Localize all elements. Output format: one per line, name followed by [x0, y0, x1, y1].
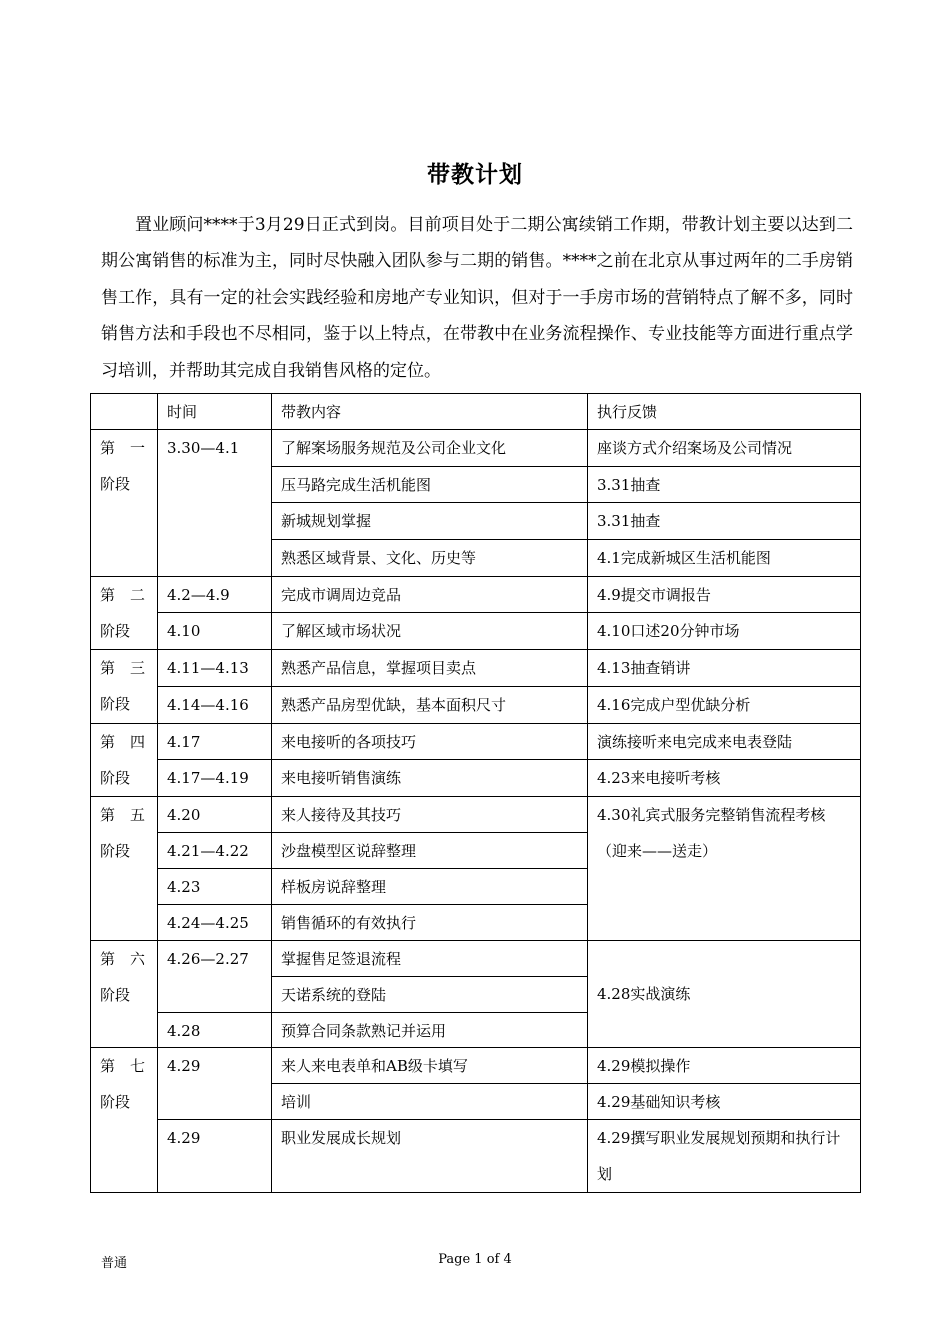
content-cell: 新城规划掌握 [272, 503, 588, 540]
content-cell: 沙盘模型区说辞整理 [272, 833, 588, 869]
header-content: 带教内容 [272, 394, 588, 430]
time-cell: 4.28 [158, 1013, 272, 1048]
content-cell: 来人来电表单和AB级卡填写 [272, 1048, 588, 1084]
feedback-cell: 4.28实战演练 [588, 941, 861, 1048]
intro-paragraph: 置业顾问****于3月29日正式到岗。目前项目处于二期公寓续销工作期，带教计划主要以达到二期公寓销售的标准为主，同时尽快融入团队参与二期的销售。****之前在北京从事过两年的二手房销售工作，具有一定的社会实践经验和房地产专业知识，但对于一手房市场的营销特点了解不多，同时销售方法和手段也不尽相同，鉴于以上特点，在带教中在业务流程操作、专业技能等方面进行重点学习培训，并帮助其完成自我销售风格的定位。 [101, 215, 853, 381]
content-cell: 了解案场服务规范及公司企业文化 [272, 430, 588, 467]
header-feedback: 执行反馈 [588, 394, 861, 430]
stage-label: 第 一阶段 [91, 430, 158, 577]
table-row [91, 760, 861, 797]
feedback-cell: 4.16完成户型优缺分析 [588, 687, 861, 724]
time-cell: 4.23 [158, 869, 272, 905]
header-time: 时间 [158, 394, 272, 430]
content-cell: 熟悉区域背景、文化、历史等 [272, 540, 588, 577]
time-cell: 4.17 [158, 724, 272, 760]
time-cell: 4.17—4.19 [158, 760, 272, 797]
time-cell: 4.26—2.27 [158, 941, 272, 1013]
time-cell: 4.24—4.25 [158, 905, 272, 941]
content-cell: 掌握售足签退流程 [272, 941, 588, 977]
table-row [91, 941, 861, 977]
content-cell: 样板房说辞整理 [272, 869, 588, 905]
feedback-cell: 4.23来电接听考核 [588, 760, 861, 797]
time-cell: 4.2—4.9 [158, 577, 272, 613]
content-cell: 来电接听的各项技巧 [272, 724, 588, 760]
document-title: 带教计划 [427, 161, 523, 188]
time-cell: 3.30—4.1 [158, 430, 272, 577]
feedback-cell: 4.29基础知识考核 [588, 1084, 861, 1120]
content-cell: 来人接待及其技巧 [272, 797, 588, 833]
stage-label: 第 五阶段 [91, 797, 158, 941]
time-cell: 4.21—4.22 [158, 833, 272, 869]
feedback-cell: 3.31抽查 [588, 467, 861, 503]
table-header-row [91, 394, 861, 430]
feedback-cell: 4.10口述20分钟市场 [588, 613, 861, 650]
content-cell: 了解区域市场状况 [272, 613, 588, 650]
content-cell: 熟悉产品房型优缺，基本面积尺寸 [272, 687, 588, 724]
feedback-cell: 4.1完成新城区生活机能图 [588, 540, 861, 577]
table-row [91, 650, 861, 687]
table-row [91, 687, 861, 724]
time-cell: 4.14—4.16 [158, 687, 272, 724]
table-row [91, 1048, 861, 1084]
footer-classification: 普通 [101, 1256, 128, 1271]
table-row [91, 613, 861, 650]
feedback-cell: 座谈方式介绍案场及公司情况 [588, 430, 861, 467]
time-cell: 4.11—4.13 [158, 650, 272, 687]
content-cell: 来电接听销售演练 [272, 760, 588, 797]
stage-label: 第 二阶段 [91, 577, 158, 650]
feedback-cell: 演练接听来电完成来电表登陆 [588, 724, 861, 760]
time-cell: 4.29 [158, 1048, 272, 1120]
footer-page-number: Page 1 of 4 [438, 1252, 512, 1267]
stage-label: 第 四阶段 [91, 724, 158, 797]
table-row [91, 577, 861, 613]
feedback-cell: 4.29撰写职业发展规划预期和执行计划 [588, 1120, 861, 1193]
feedback-cell: 4.13抽查销讲 [588, 650, 861, 687]
stage-label: 第 六阶段 [91, 941, 158, 1048]
table-row [91, 1120, 861, 1193]
header-stage [91, 394, 158, 430]
table-row [91, 797, 861, 833]
time-cell: 4.20 [158, 797, 272, 833]
content-cell: 天诺系统的登陆 [272, 977, 588, 1013]
training-plan-table [90, 393, 861, 1193]
content-cell: 销售循环的有效执行 [272, 905, 588, 941]
time-cell: 4.10 [158, 613, 272, 650]
table-row [91, 724, 861, 760]
time-cell: 4.29 [158, 1120, 272, 1193]
content-cell: 培训 [272, 1084, 588, 1120]
stage-label: 第 三阶段 [91, 650, 158, 724]
feedback-cell: 3.31抽查 [588, 503, 861, 540]
feedback-cell: 4.29模拟操作 [588, 1048, 861, 1084]
stage-label: 第 七阶段 [91, 1048, 158, 1193]
content-cell: 职业发展成长规划 [272, 1120, 588, 1193]
table-row [91, 430, 861, 467]
feedback-cell: 4.9提交市调报告 [588, 577, 861, 613]
content-cell: 完成市调周边竞品 [272, 577, 588, 613]
feedback-cell: 4.30礼宾式服务完整销售流程考核（迎来——送走） [588, 797, 861, 941]
content-cell: 压马路完成生活机能图 [272, 467, 588, 503]
content-cell: 熟悉产品信息，掌握项目卖点 [272, 650, 588, 687]
content-cell: 预算合同条款熟记并运用 [272, 1013, 588, 1048]
